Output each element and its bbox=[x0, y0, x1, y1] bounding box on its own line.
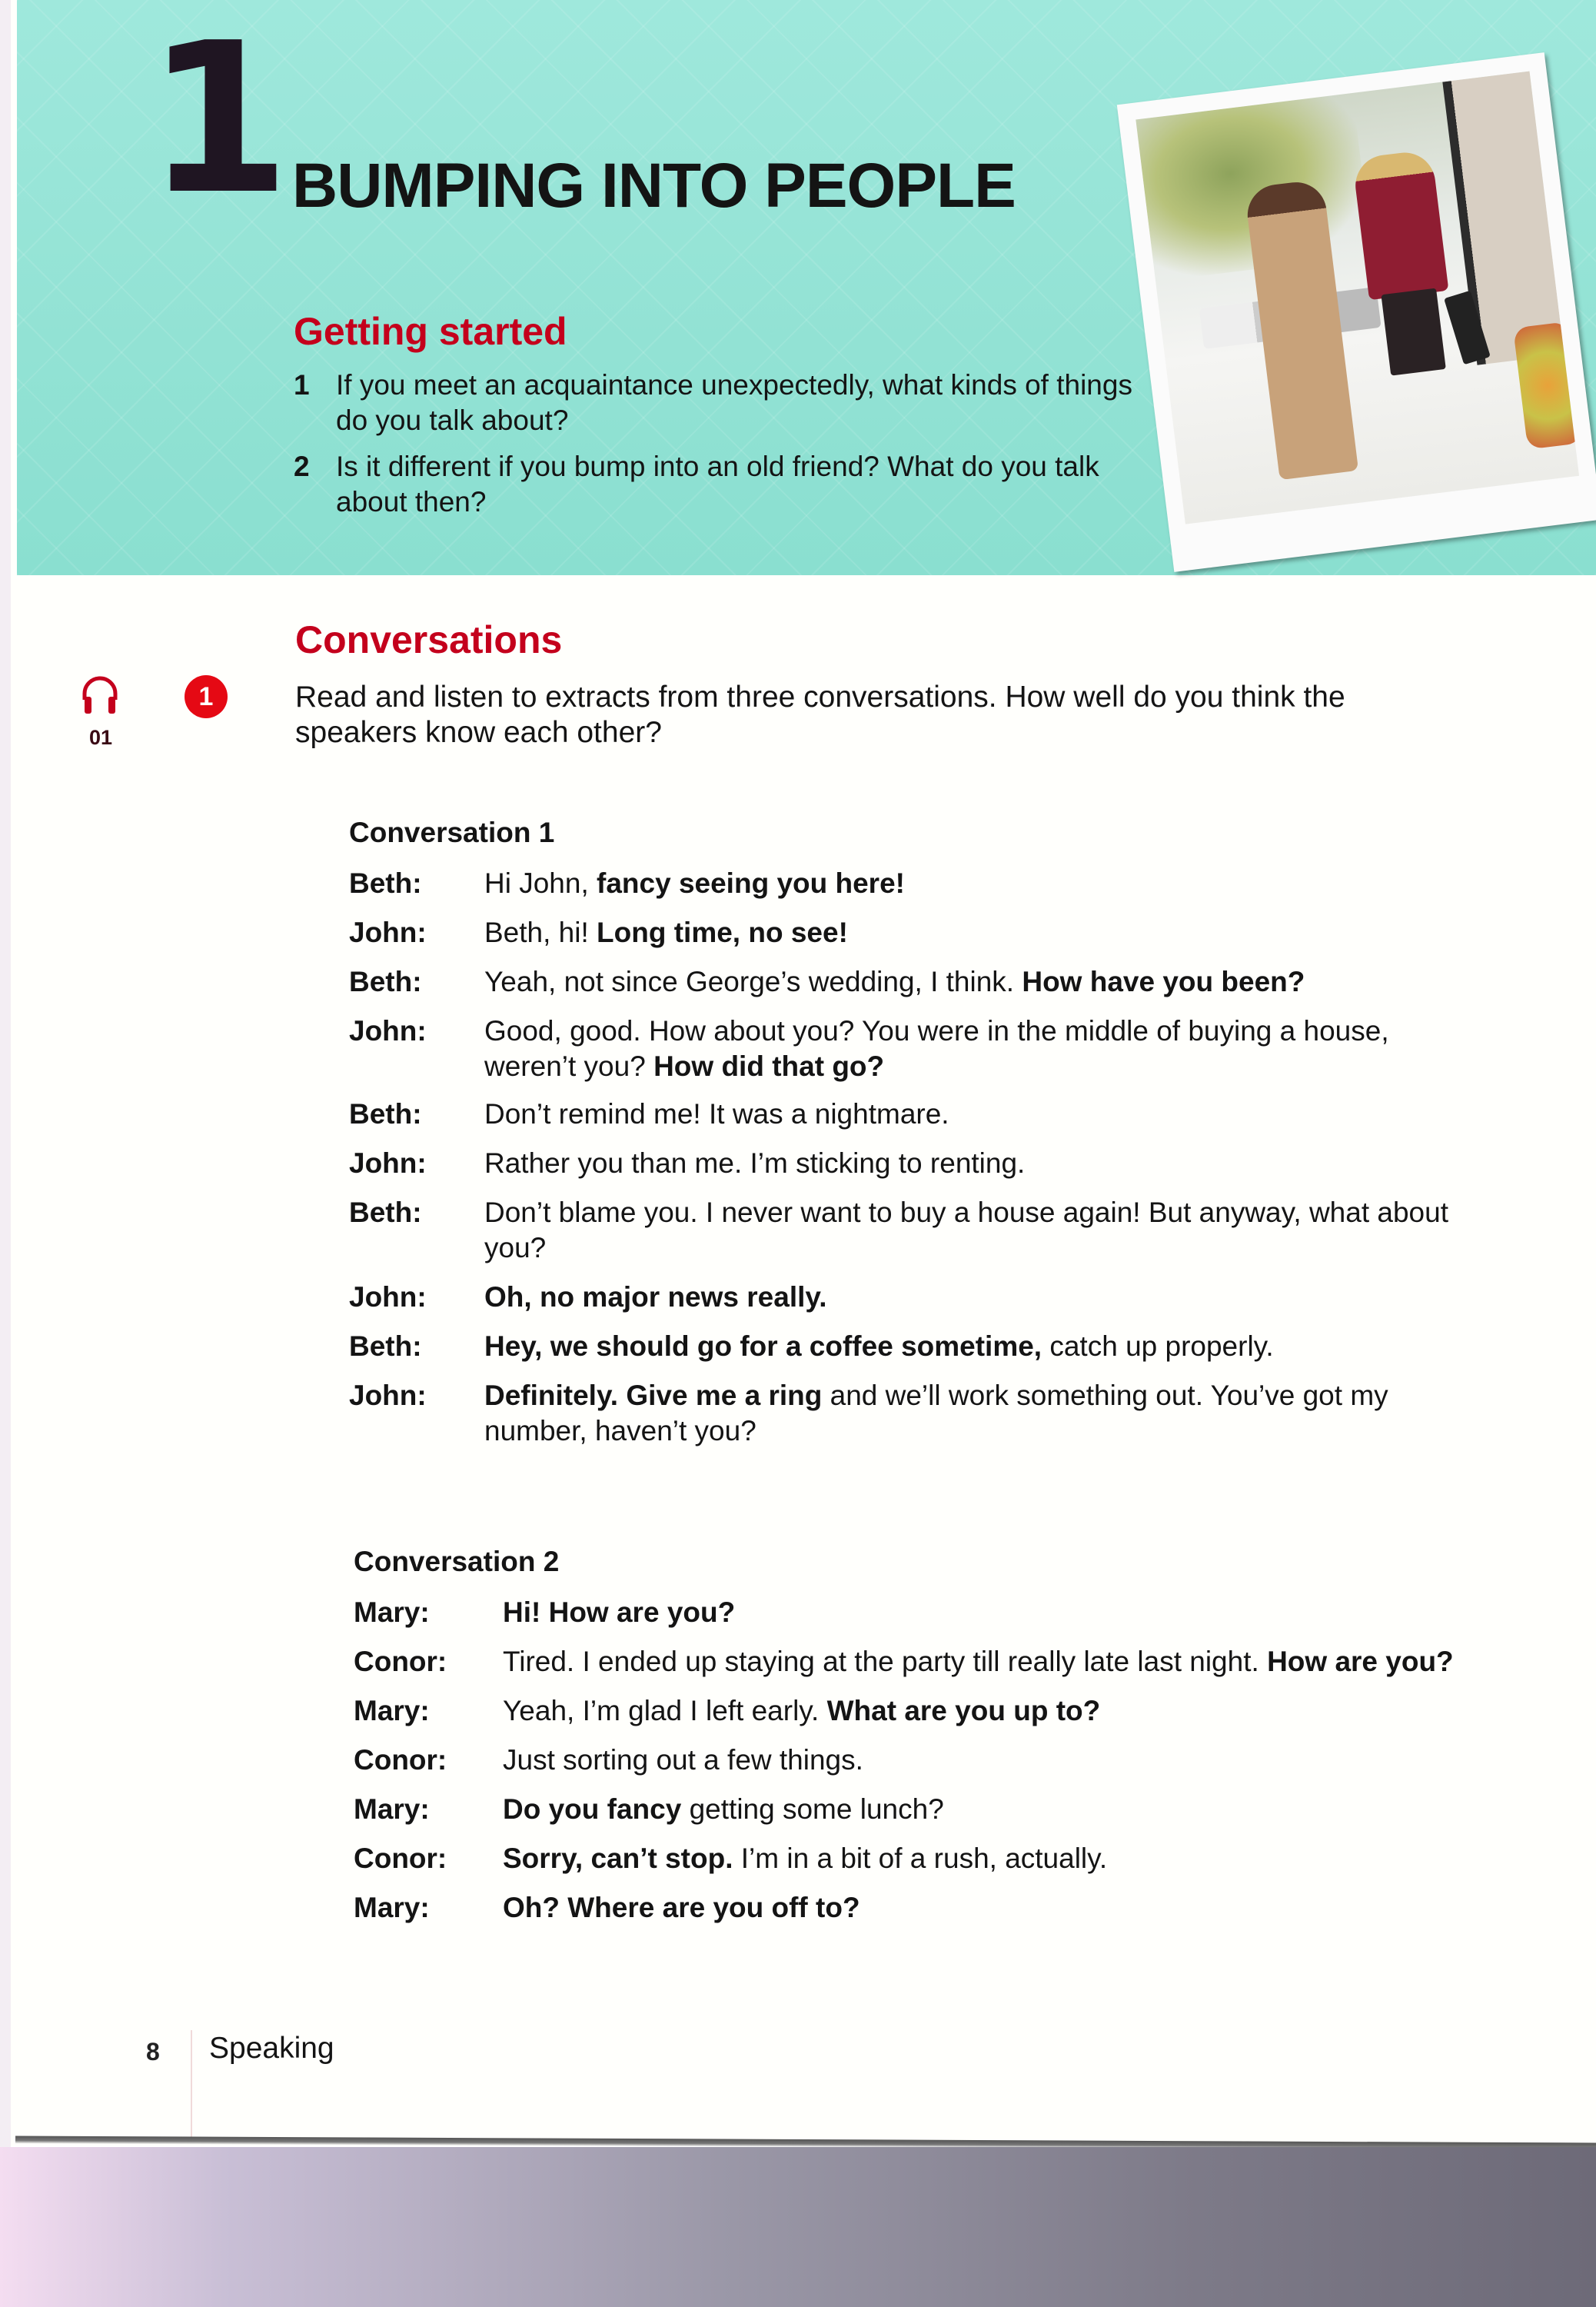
utterance-text: getting some lunch? bbox=[681, 1793, 944, 1825]
utterance bbox=[484, 866, 1471, 901]
photo-woman-skirt bbox=[1381, 288, 1446, 376]
utterance bbox=[484, 1146, 1471, 1181]
photo-people-greeting bbox=[1117, 52, 1596, 572]
conversations-heading: Conversations bbox=[295, 618, 563, 661]
utterance-text: Hi John, bbox=[484, 867, 597, 899]
key-phrase: How did that go? bbox=[653, 1050, 885, 1082]
utterance-text: Yeah, not since George’s wedding, I think. bbox=[484, 966, 1022, 997]
conversation-lines bbox=[349, 866, 1471, 1449]
background-surface bbox=[0, 2147, 1596, 2307]
utterance bbox=[503, 1841, 1476, 1876]
utterance bbox=[503, 1595, 1476, 1630]
key-phrase: How have you been? bbox=[1022, 966, 1305, 997]
speaker-name: Mary: bbox=[354, 1793, 430, 1825]
key-phrase: Do you fancy bbox=[503, 1793, 682, 1825]
question-text: Is it different if you bump into an old friend? What do you talk about then? bbox=[336, 451, 1099, 518]
footer-divider bbox=[191, 2030, 192, 2142]
dialogue-line bbox=[354, 1743, 1476, 1778]
key-phrase: What are you up to? bbox=[826, 1695, 1101, 1726]
dialogue-line bbox=[354, 1595, 1476, 1630]
utterance-text: Rather you than me. I’m sticking to renting. bbox=[484, 1147, 1026, 1179]
speaker-name: John: bbox=[349, 917, 427, 948]
speaker-name: Beth: bbox=[349, 867, 422, 899]
utterance-text: Good, good. How about you? You were in the middle of buying a house, weren’t you? bbox=[484, 1015, 1389, 1082]
utterance-text: Just sorting out a few things. bbox=[503, 1744, 863, 1776]
dialogue-line bbox=[349, 1195, 1471, 1266]
utterance-text: Beth, hi! bbox=[484, 917, 597, 948]
exercise-number-badge: 1 bbox=[185, 675, 228, 718]
dialogue-line bbox=[349, 1378, 1471, 1449]
speaker-name: Conor: bbox=[354, 1843, 447, 1874]
getting-started-questions bbox=[294, 368, 1155, 531]
key-phrase: Sorry, can’t stop. bbox=[503, 1843, 733, 1874]
key-phrase: Hi! How are you? bbox=[503, 1596, 736, 1628]
photo-flowers bbox=[1513, 321, 1579, 450]
utterance bbox=[484, 1195, 1471, 1266]
utterance-text: Tired. I ended up staying at the party till really late last night. bbox=[503, 1646, 1268, 1677]
utterance-text: Yeah, I’m glad I left early. bbox=[503, 1695, 827, 1726]
speaker-name: John: bbox=[349, 1147, 427, 1179]
headphones-icon[interactable] bbox=[80, 674, 120, 717]
speaker-name: Beth: bbox=[349, 1098, 422, 1130]
question-text: If you meet an acquaintance unexpectedly, what kinds of things do you talk about? bbox=[336, 369, 1132, 436]
utterance bbox=[484, 1014, 1471, 1084]
dialogue-line bbox=[354, 1792, 1476, 1827]
dialogue-line bbox=[354, 1841, 1476, 1876]
photo-woman bbox=[1352, 149, 1448, 301]
dialogue-line bbox=[349, 1280, 1471, 1315]
dialogue-line bbox=[349, 866, 1471, 901]
utterance bbox=[503, 1890, 1476, 1926]
key-phrase: How are you? bbox=[1267, 1646, 1454, 1677]
utterance bbox=[484, 964, 1471, 1000]
dialogue-line bbox=[354, 1693, 1476, 1729]
utterance-text: Don’t blame you. I never want to buy a house again! But anyway, what about you? bbox=[484, 1197, 1448, 1263]
key-phrase: fancy seeing you here! bbox=[597, 867, 905, 899]
speaker-name: Beth: bbox=[349, 1330, 422, 1362]
speaker-name: Mary: bbox=[354, 1892, 430, 1923]
key-phrase: Oh, no major news really. bbox=[484, 1281, 827, 1313]
photo-image bbox=[1135, 72, 1579, 524]
utterance-text: I’m in a bit of a rush, actually. bbox=[733, 1843, 1108, 1874]
getting-started-heading: Getting started bbox=[294, 310, 567, 353]
exercise-instruction: Read and listen to extracts from three conversations. How well do you think the speakers know each other? bbox=[295, 681, 1345, 749]
utterance-text: catch up properly. bbox=[1042, 1330, 1274, 1362]
speaker-name: Conor: bbox=[354, 1646, 447, 1677]
question-number: 2 bbox=[294, 451, 310, 482]
utterance-text: Don’t remind me! It was a nightmare. bbox=[484, 1098, 949, 1130]
speaker-name: Beth: bbox=[349, 1197, 422, 1228]
speaker-name: Beth: bbox=[349, 966, 422, 997]
conversation-title: Conversation 1 bbox=[349, 817, 555, 848]
page-left-edge bbox=[0, 0, 11, 2153]
speaker-name: John: bbox=[349, 1015, 427, 1047]
dialogue-line bbox=[349, 1014, 1471, 1084]
utterance bbox=[503, 1743, 1476, 1778]
utterance bbox=[484, 1280, 1471, 1315]
utterance bbox=[484, 915, 1471, 950]
conversation-1 bbox=[349, 817, 1471, 1463]
key-phrase: Hey, we should go for a coffee sometime, bbox=[484, 1330, 1042, 1362]
footer-section-label: Speaking bbox=[209, 2032, 334, 2065]
dialogue-line bbox=[349, 1146, 1471, 1181]
utterance bbox=[484, 1329, 1471, 1364]
dialogue-line bbox=[349, 964, 1471, 1000]
conversation-title: Conversation 2 bbox=[354, 1546, 560, 1577]
speaker-name: John: bbox=[349, 1281, 427, 1313]
speaker-name: Conor: bbox=[354, 1744, 447, 1776]
dialogue-line bbox=[349, 1329, 1471, 1364]
speaker-name: Mary: bbox=[354, 1695, 430, 1726]
unit-title: BUMPING INTO PEOPLE bbox=[292, 151, 1016, 221]
page-number: 8 bbox=[146, 2038, 160, 2066]
utterance bbox=[484, 1378, 1471, 1449]
dialogue-line bbox=[349, 915, 1471, 950]
unit-number: 1 bbox=[146, 0, 283, 240]
utterance bbox=[484, 1097, 1471, 1132]
question-item bbox=[294, 368, 1155, 438]
key-phrase: Definitely. Give me a ring bbox=[484, 1380, 823, 1411]
utterance bbox=[503, 1792, 1476, 1827]
speaker-name: John: bbox=[349, 1380, 427, 1411]
question-item bbox=[294, 449, 1155, 520]
utterance bbox=[503, 1693, 1476, 1729]
speaker-name: Mary: bbox=[354, 1596, 430, 1628]
conversation-lines bbox=[354, 1595, 1476, 1926]
dialogue-line bbox=[354, 1890, 1476, 1926]
question-number: 1 bbox=[294, 369, 310, 401]
key-phrase: Oh? Where are you off to? bbox=[503, 1892, 860, 1923]
audio-track-number: 01 bbox=[89, 726, 113, 749]
dialogue-line bbox=[354, 1644, 1476, 1679]
dialogue-line bbox=[349, 1097, 1471, 1132]
utterance bbox=[503, 1644, 1476, 1679]
utterance-text: and we’ll work something out. You’ve got my number, haven’t you? bbox=[484, 1380, 1388, 1446]
key-phrase: Long time, no see! bbox=[597, 917, 848, 948]
conversation-2 bbox=[354, 1546, 1476, 1939]
